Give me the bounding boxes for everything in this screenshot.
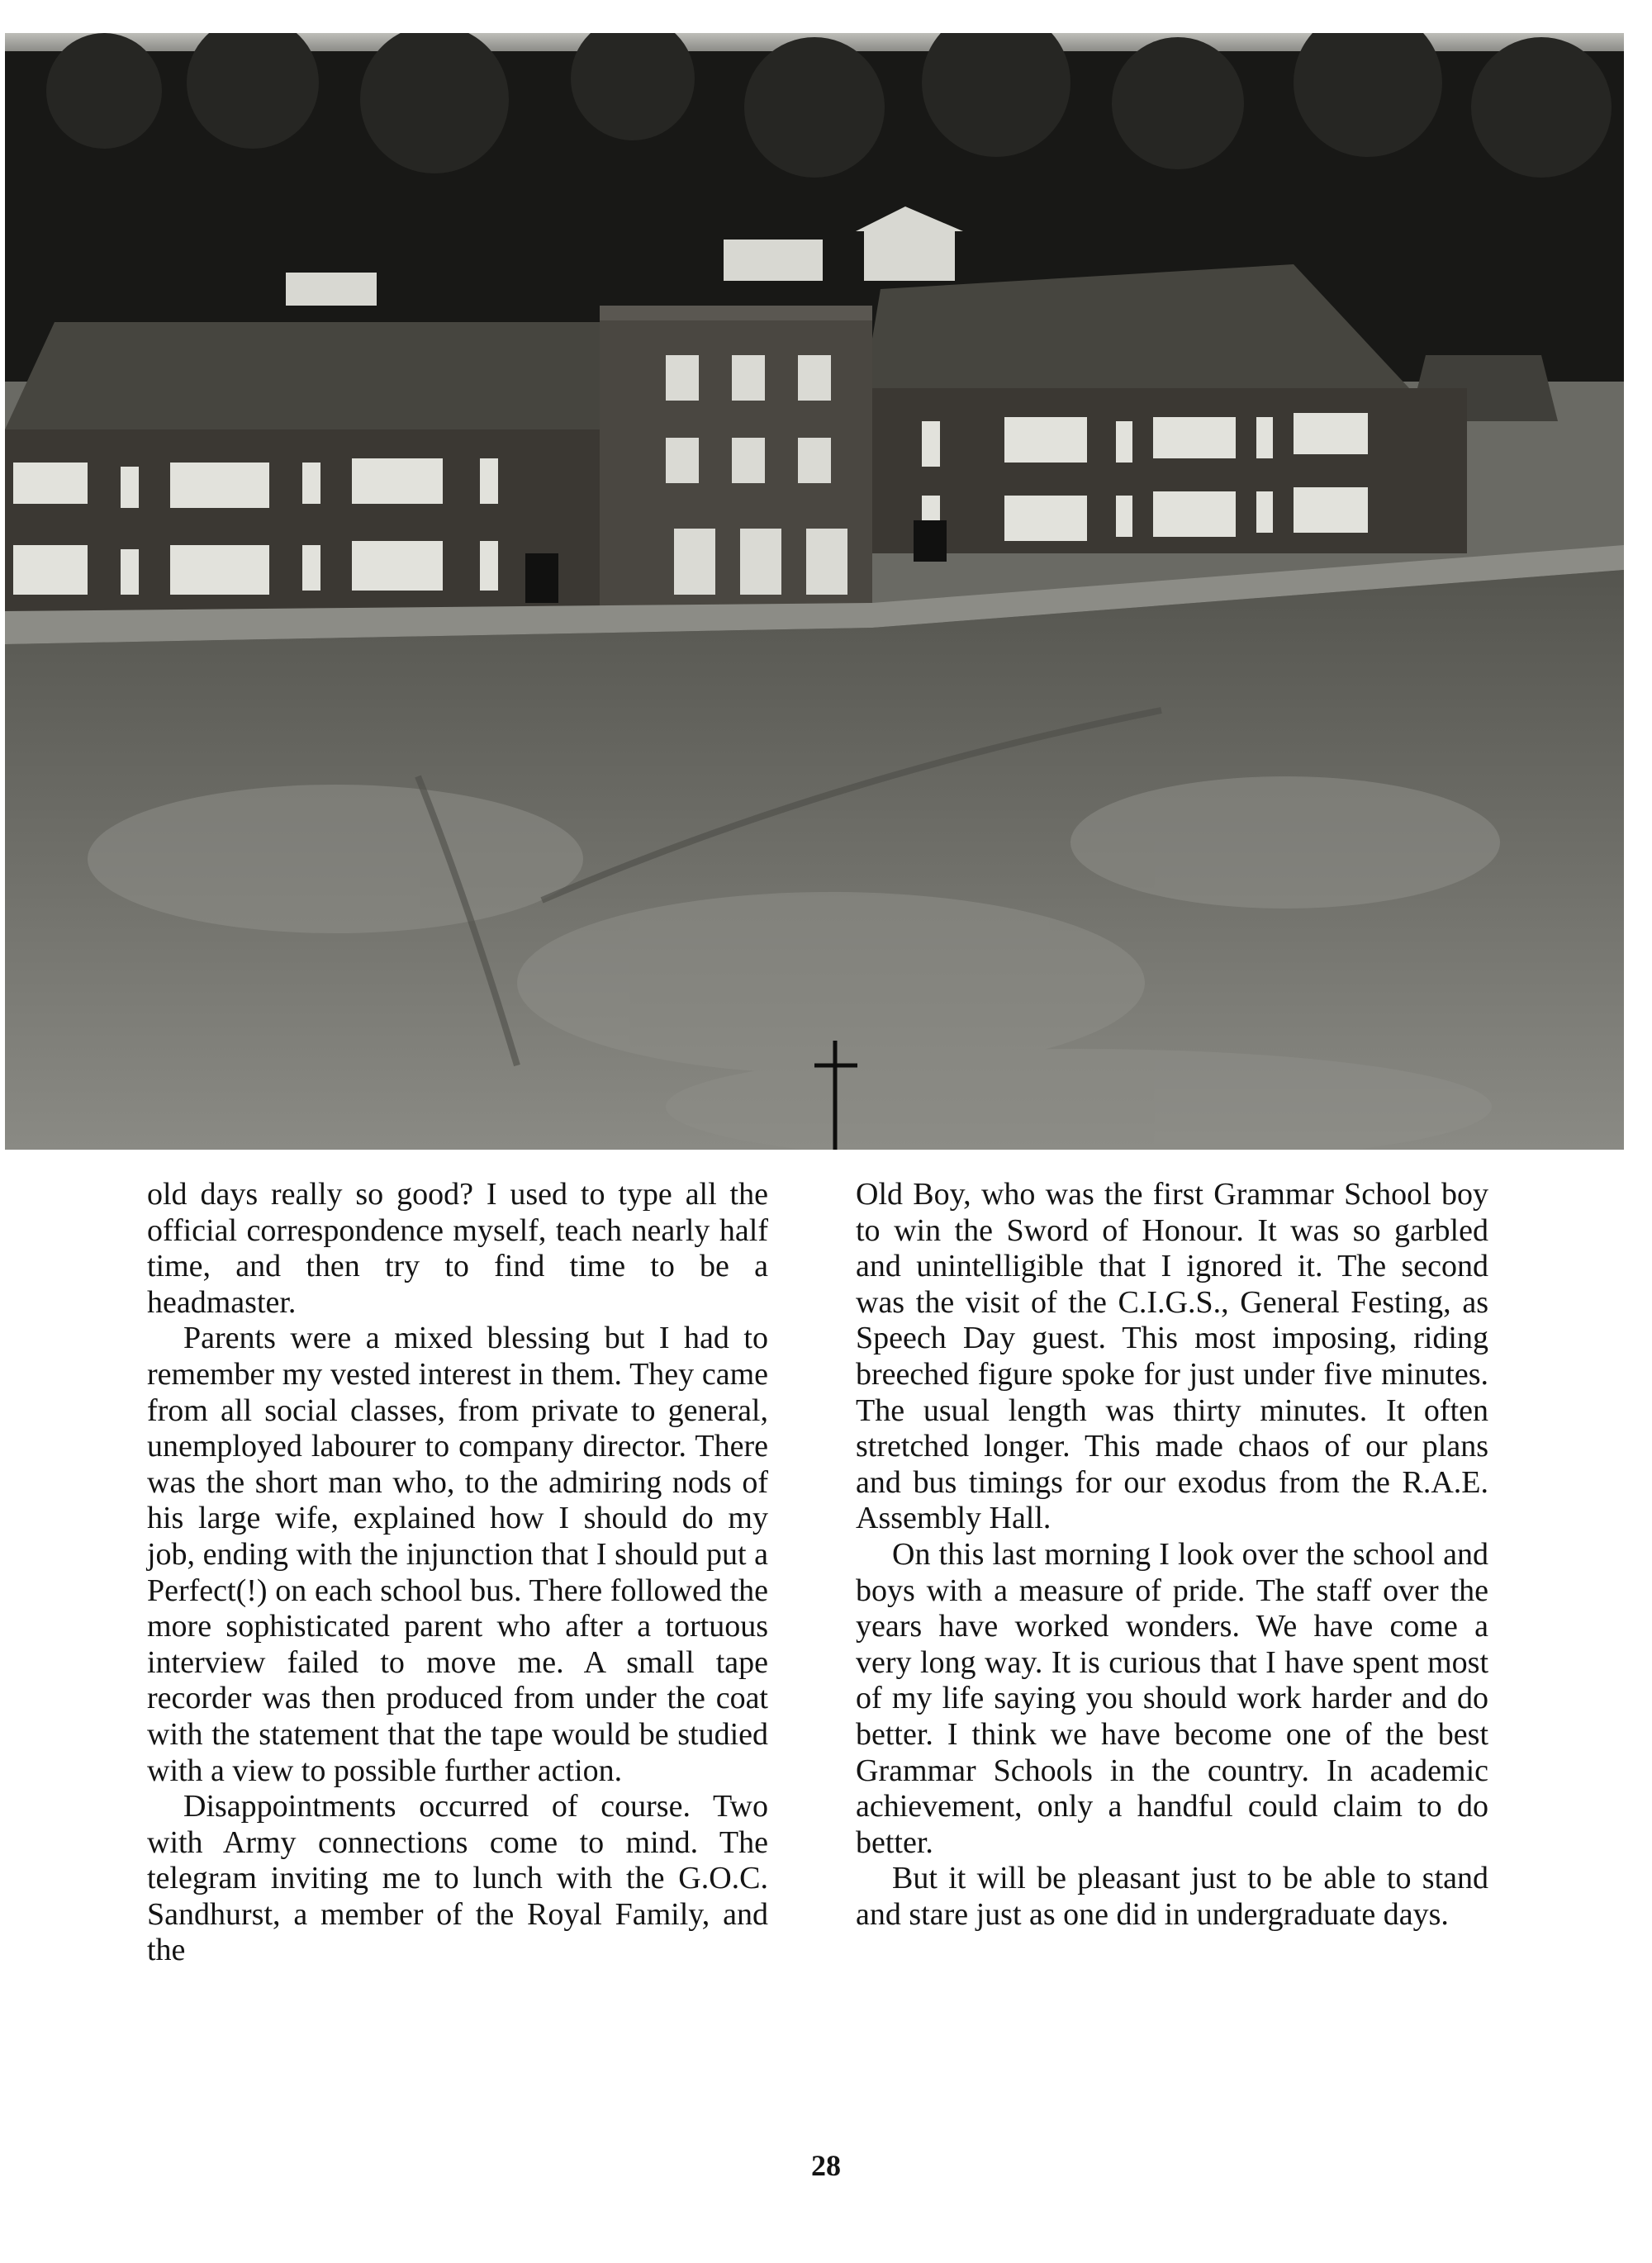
page-number: 28	[811, 2149, 841, 2182]
paragraph: On this last morning I look over the school and boys with a measure of pride. The staff over the years have worked wonders. We have come a very long way. It is curious that I have spent most of my life saying you should work harder and do better. I think we have become one of the best Grammar Schools in the country. In academic achievement, only a handful could claim to do better.	[856, 1536, 1488, 1860]
paragraph: Old Boy, who was the first Grammar School boy to win the Sword of Honour. It was so garbled and unintelligible that I ignored it. The second was the visit of the C.I.G.S., General Festing, as Speech Day guest. This most imposing, riding breeched figure spoke for just under five minutes. The usual length was thirty minutes. It often stretched longer. This made chaos of our plans and bus timings for our exodus from the R.A.E. Assembly Hall.	[856, 1177, 1488, 1536]
school-photograph	[5, 33, 1624, 1150]
paragraph: Disappointments occurred of course. Two with Army connections come to mind. The telegram inviting me to lunch with the G.O.C. Sandhurst, a member of the Royal Family, and the	[147, 1789, 768, 1968]
paragraph: Parents were a mixed blessing but I had to remember my vested interest in them. They came from all social classes, from private to general, unemployed labourer to company director. There was the short man who, to the admiring nods of his large wife, explained how I should do my job, ending with the injunction that I should put a Perfect(!) on each school bus. There followed the more sophisticated parent who after a tortuous interview failed to move me. A small tape recorder was then produced from under the coat with the statement that the tape would be studied with a view to possible further action.	[147, 1321, 768, 1788]
paragraph: But it will be pleasant just to be able to stand and stare just as one did in undergraduate days.	[856, 1861, 1488, 1932]
article-left-column	[147, 1177, 768, 1969]
paragraph: old days really so good? I used to type all the official correspondence myself, teach nearly half time, and then try to find time to be a headmaster.	[147, 1177, 768, 1320]
article-right-column	[856, 1177, 1488, 1933]
